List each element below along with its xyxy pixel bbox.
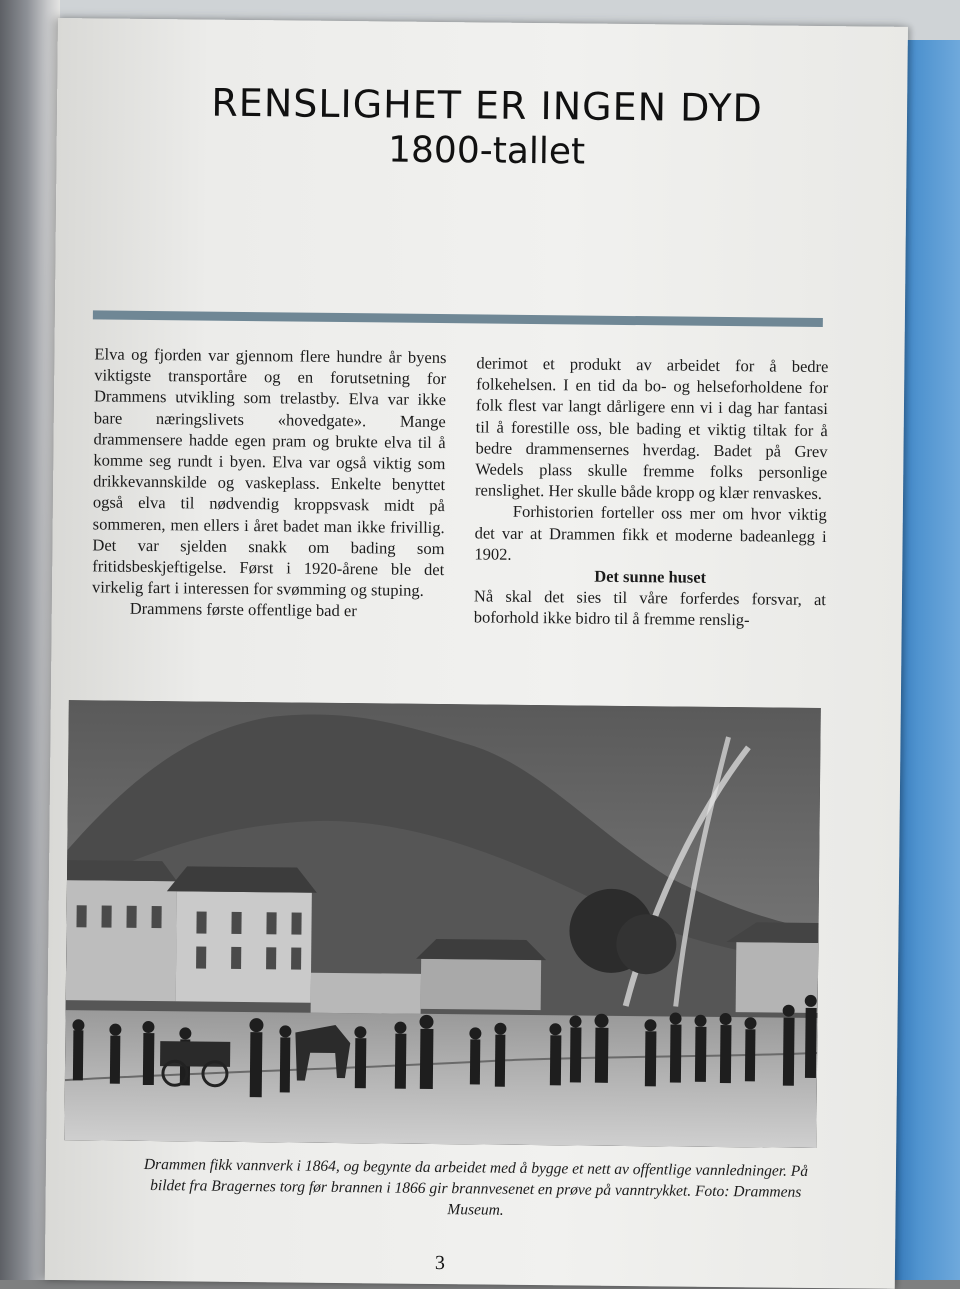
photo-caption: Drammen fikk vannverk i 1864, og begynte da arbeidet med å bygge et nett av offentlige vannledninger. På bildet fra Bragernes torg før brannen i 1866 gir brannvesenet en prøve på vanntrykket. Foto: Drammens Museum.: [143, 1155, 809, 1219]
left-column: [92, 343, 447, 622]
right-paragraph-2: Forhistorien forteller oss mer om hvor viktig det var at Drammen fikk et moderne badeanlegg i 1902.: [474, 502, 827, 564]
historic-photo: [64, 700, 821, 1148]
section-subheading: Det sunne huset: [594, 566, 707, 587]
photo-illustration: [64, 700, 821, 1148]
page-number: 3: [434, 1252, 446, 1275]
book-page: [45, 18, 908, 1289]
right-column: [474, 352, 829, 631]
page-title: RENSLIGHET ER INGEN DYD: [211, 80, 764, 131]
section-rule: [93, 310, 823, 327]
left-paragraph-2: Drammens første offentlige bad er: [129, 599, 357, 621]
right-paragraph-3: Nå skal det sies til våre forferdes forsvar, at boforhold ikke bidro til å fremme renslig-: [473, 586, 827, 630]
title-block: [166, 79, 807, 178]
right-paragraph-1: derimot et produkt av arbeidet for å bedre folkehelsen. I en tid da bo- og helseforholdene for folk flest var langt dårligere enn vi i dag har fantasi til å forestille oss, ble bading et viktig tiltak for å bedre drammensernes hverdag. Badet på Grev Wedels plass skulle fremme folks personlige renslighet. Her skulle både kropp og klær renvaskes.: [474, 353, 829, 504]
page-subtitle: 1800-tallet: [387, 129, 586, 173]
left-paragraph-1: Elva og fjorden var gjennom flere hundre år byens viktigste transportåre og en forutsetning for Drammens utvikling som trelastby. Elva var ikke bare næringslivets «hovedgate». Mange drammensere hadde egen pram og brukte elva til å komme seg rundt i byen. Elva var også viktig som drikkevannskilde og vaskeplass. Enkelte benyttet også elva til nødvendig kroppsvask midt på sommeren, men ellers i året badet man ikke frivillig. Det var sjelden snakk om bading som fritidsbeskjeftigelse. Først i 1920-årene ble det virkelig fart i interessen for svømming og stuping.: [91, 344, 447, 601]
